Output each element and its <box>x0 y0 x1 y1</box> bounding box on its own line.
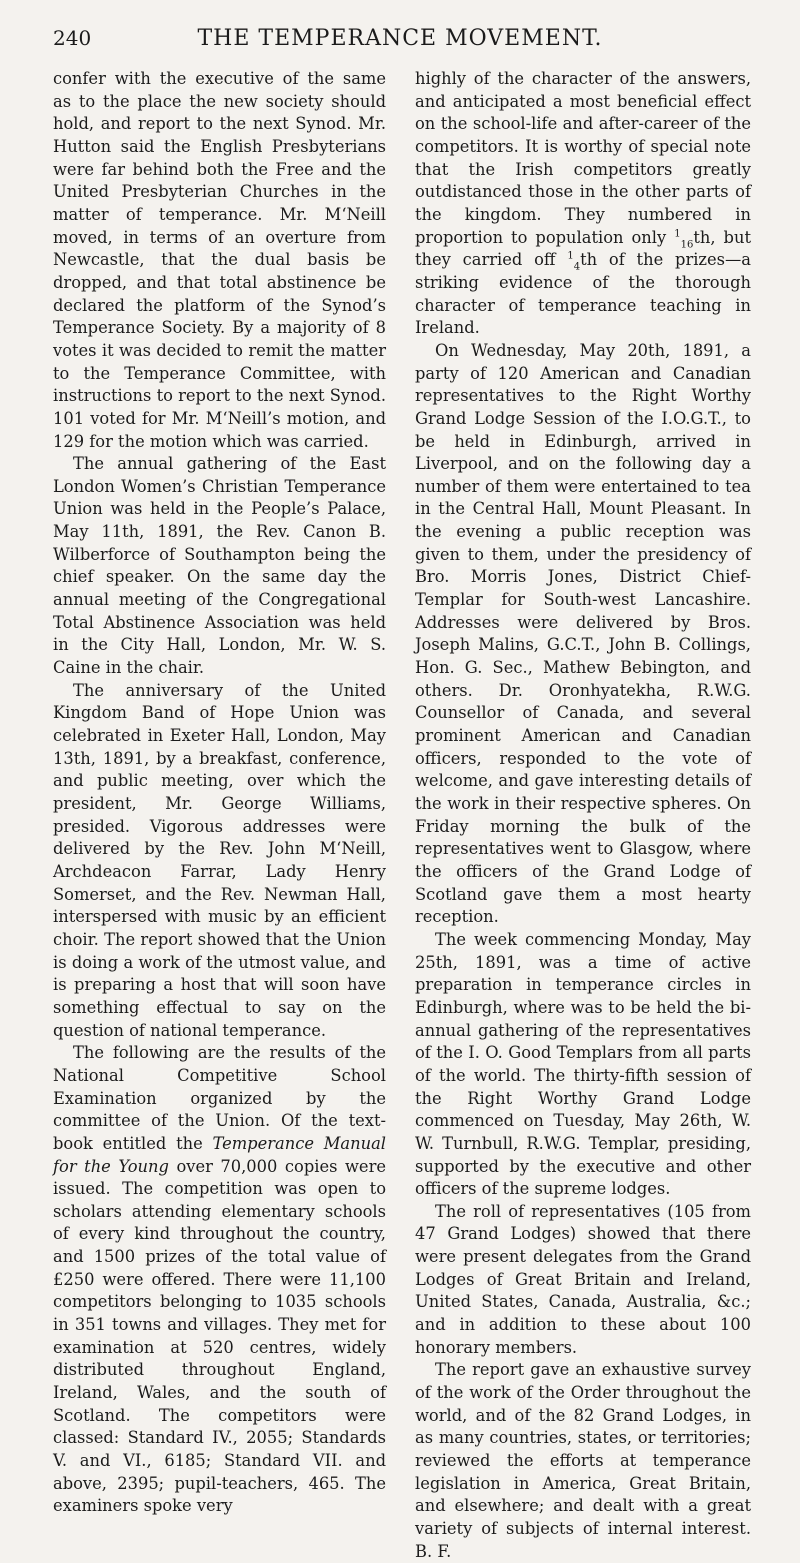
paragraph-school-examination <box>53 1042 386 1518</box>
paragraph-east-london-union: The annual gathering of the East London Women’s Christian Temperance Union was held in the People’s Palace, May 11th, 1891, the Rev. Canon B. Wilberforce of Southampton being the chief speaker. On the same day the annual meeting of the Congregational Total Abstinence Association was held in the City Hall, London, Mr. W. S. Caine in the chair. <box>53 454 386 678</box>
paragraph-liverpool-reception: On Wednesday, May 20th, 1891, a party of 120 American and Canadian representatives to the Right Worthy Grand Lodge Session of the I.O.G.T., to be held in Edinburgh, arrived in Liverpool, and on the following day a number of them were entertained to tea in the Central Hall, Mount Pleasant. In the evening a public reception was given to them, under the presidency of Bro. Morris Jones, District Chief-Templar for South-west Lancashire. Addresses were delivered by Bros. Joseph Malins, G.C.T., John B. Collings, Hon. G. Sec., Mathew Bebington, and others. Dr. Oronhyatekha, R.W.G. Counsellor of Canada, and several prominent American and Canadian officers, responded to the vote of welcome, and gave interesting details of the work in their respective spheres. On Friday morning the bulk of the representatives went to Glasgow, where the officers of the Grand Lodge of Scotland gave them a most hearty reception. <box>415 340 751 927</box>
page-number: 240 <box>53 26 92 50</box>
exam-text-after-title: over 70,000 copies were issued. The competition was open to scholars attending elementary schools of every kind throughout the country, and 1500 prizes of the total value of £250 were offered. There were 11,100 competitors belonging to 1035 schools in 351 towns and villages. They met for examination at 520 centres, widely distributed throughout England, Ireland, Wales, and the south of Scotland. The competitors were classed: Standard IV., 2055; Standards V. and VI., 6185; Standard VII. and above, 2395; pupil-teachers, 465. The examiners spoke very <box>53 1156 386 1516</box>
fraction-denominator: 4 <box>573 261 581 273</box>
paragraph-band-of-hope: The anniversary of the United Kingdom Band of Hope Union was celebrated in Exeter Hall, London, May 13th, 1891, by a breakfast, conference, and public meeting, over which the president, Mr. George Williams, presided. Vigorous addresses were delivered by the Rev. John M‘Neill, Archdeacon Farrar, Lady Henry Somerset, and the Rev. Newman Hall, interspersed with music by an efficient choir. The report showed that the Union is doing a work of the utmost value, and is preparing a host that will soon have something effectual to say on the question of national temperance. <box>53 680 386 1040</box>
paragraph-roll-of-representatives: The roll of representatives (105 from 47 Grand Lodges) showed that there were present delegates from the Grand Lodges of Great Britain and Ireland, United States, Canada, Australia, &c.; and in addition to these about 100 honorary members. <box>415 1201 751 1357</box>
results-text-part-1: highly of the character of the answers, and anticipated a most beneficial effect on the school-life and after-career of the competitors. It is worthy of special note that the Irish competitors greatly outdistanced those in the other parts of the kingdom. They numbered in proportion to population only <box>415 69 751 247</box>
results-text-part-3: th of the prizes—a striking evidence of the thorough character of temperance teaching in Ireland. <box>415 250 751 338</box>
fraction-numerator: 1 <box>674 228 681 240</box>
book-title: Temperance Manual for the Young <box>53 1133 386 1176</box>
paragraph-report-survey: The report gave an exhaustive survey of the work of the Order throughout the world, and of the 82 Grand Lodges, in as many countries, states, or territories; reviewed the efforts at temperance legislation in America, Great Britain, and elsewhere; and dealt with a great variety of subjects of internal interest. B. F. <box>415 1360 751 1561</box>
paragraph-exam-results-continuation <box>415 68 751 340</box>
left-column <box>53 68 386 1518</box>
right-column <box>415 68 751 1563</box>
results-text-part-2: th, but they carried off <box>415 227 751 270</box>
fraction-denominator: 16 <box>680 238 694 250</box>
exam-text-before-title: The following are the results of the National Competitive School Examination organized by the committee of the Union. Of the text-book entitled the <box>53 1043 386 1153</box>
paragraph-edinburgh-session: The week commencing Monday, May 25th, 1891, was a time of active preparation in temperance circles in Edinburgh, where was to be held the bi-annual gathering of the representatives of the I. O. Good Templars from all parts of the world. The thirty-fifth session of the Right Worthy Grand Lodge commenced on Tuesday, May 26th, W. W. Turnbull, R.W.G. Templar, presiding, supported by the executive and other officers of the supreme lodges. <box>415 929 751 1199</box>
fraction-numerator: 1 <box>567 250 574 262</box>
running-title: THE TEMPERANCE MOVEMENT. <box>197 26 603 51</box>
paragraph-synod-continuation: confer with the executive of the same as to the place the new society should hold, and report to the next Synod. Mr. Hutton said the English Presbyterians were far behind both the Free and the United Presbyterian Churches in the matter of temperance. Mr. M‘Neill moved, in terms of an overture from Newcastle, that the dual basis be dropped, and that total abstinence be declared the platform of the Synod’s Temperance Society. By a majority of 8 votes it was decided to remit the matter to the Temperance Committee, with instructions to report to the next Synod. 101 voted for Mr. M‘Neill’s motion, and 129 for the motion which was carried. <box>53 69 386 451</box>
